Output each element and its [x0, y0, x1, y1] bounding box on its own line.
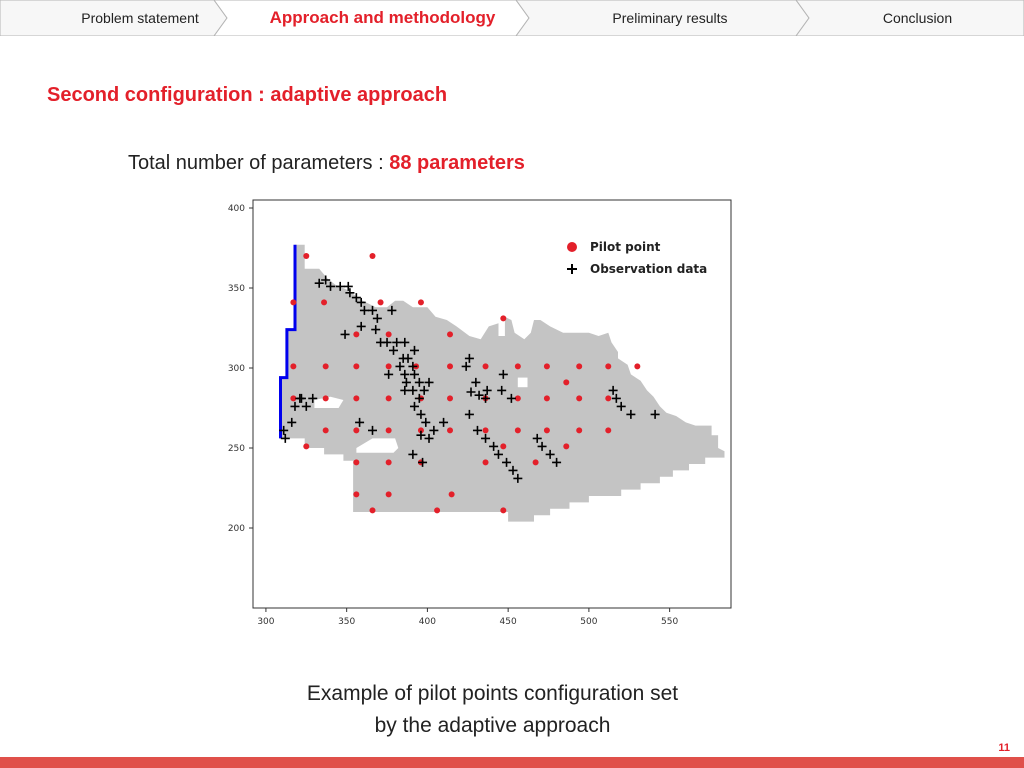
pilot-point-marker — [303, 253, 309, 259]
pilot-point-marker — [563, 379, 569, 385]
pilot-point-marker — [418, 299, 424, 305]
pilot-point-marker — [544, 427, 550, 433]
pilot-point-marker — [323, 427, 329, 433]
pilot-point-marker — [447, 363, 453, 369]
pilot-point-marker — [483, 363, 489, 369]
pilot-point-marker — [483, 459, 489, 465]
pilot-point-marker — [386, 363, 392, 369]
pilot-point-marker — [386, 331, 392, 337]
pilot-point-marker — [353, 491, 359, 497]
pilot-point-marker — [353, 395, 359, 401]
pilot-point-marker — [605, 395, 611, 401]
pilot-point-marker — [576, 363, 582, 369]
pilot-point-marker — [370, 507, 376, 513]
pilot-point-marker — [353, 363, 359, 369]
pilot-point-marker — [500, 443, 506, 449]
page-number: 11 — [998, 742, 1010, 754]
legend-pilot-point-label: Pilot point — [590, 240, 661, 254]
caption-line-2: by the adaptive approach — [374, 714, 611, 737]
pilot-point-marker — [303, 443, 309, 449]
pilot-point-marker — [544, 363, 550, 369]
y-tick-label: 200 — [227, 524, 245, 534]
pilot-point-marker — [323, 395, 329, 401]
pilot-points-chart — [205, 196, 745, 636]
pilot-point-marker — [515, 363, 521, 369]
pilot-point-marker — [544, 395, 550, 401]
pilot-point-marker — [483, 427, 489, 433]
pilot-point-marker — [353, 427, 359, 433]
pilot-point-marker — [386, 427, 392, 433]
x-tick-label: 450 — [499, 617, 517, 627]
pilot-point-marker — [353, 459, 359, 465]
tab-preliminary-results[interactable]: Preliminary results — [612, 10, 728, 26]
x-tick-label: 300 — [257, 617, 275, 627]
y-tick-label: 350 — [227, 284, 245, 294]
pilot-point-marker — [500, 507, 506, 513]
pilot-point-marker — [515, 427, 521, 433]
parameter-count-value: 88 parameters — [389, 152, 525, 174]
pilot-point-marker — [634, 363, 640, 369]
tab-problem-statement[interactable]: Problem statement — [81, 10, 199, 26]
tab-conclusion[interactable]: Conclusion — [882, 10, 953, 26]
pilot-point-marker — [290, 299, 296, 305]
pilot-point-marker — [386, 395, 392, 401]
slide-heading: Second configuration : adaptive approach — [47, 84, 448, 106]
pilot-point-marker — [378, 299, 384, 305]
pilot-point-marker — [321, 299, 327, 305]
pilot-point-marker — [447, 395, 453, 401]
legend-observation-label: Observation data — [590, 262, 708, 276]
pilot-point-marker — [576, 395, 582, 401]
tab-approach-and-methodology[interactable]: Approach and methodology — [269, 8, 496, 27]
figure-caption — [240, 678, 745, 742]
pilot-point-marker — [447, 331, 453, 337]
legend-pilot-point-swatch — [567, 242, 577, 252]
footer-bar — [0, 757, 1024, 768]
section-navbar — [0, 0, 1024, 36]
pilot-point-marker — [563, 443, 569, 449]
pilot-point-marker — [290, 363, 296, 369]
pilot-point-marker — [576, 427, 582, 433]
caption-line-1: Example of pilot points configuration set — [306, 682, 679, 705]
y-tick-label: 400 — [227, 204, 245, 214]
y-tick-label: 250 — [227, 444, 245, 454]
x-tick-label: 400 — [418, 617, 436, 627]
pilot-point-marker — [500, 315, 506, 321]
pilot-point-marker — [323, 363, 329, 369]
pilot-point-marker — [434, 507, 440, 513]
pilot-point-marker — [386, 459, 392, 465]
y-tick-label: 300 — [227, 364, 245, 374]
domain-hole — [518, 378, 528, 388]
x-tick-label: 500 — [580, 617, 598, 627]
pilot-point-marker — [447, 427, 453, 433]
pilot-point-marker — [353, 331, 359, 337]
x-tick-label: 550 — [661, 617, 679, 627]
pilot-point-marker — [533, 459, 539, 465]
pilot-point-marker — [370, 253, 376, 259]
parameter-count-line — [128, 152, 525, 175]
pilot-point-marker — [386, 491, 392, 497]
pilot-point-marker — [605, 427, 611, 433]
pilot-point-marker — [449, 491, 455, 497]
x-tick-label: 350 — [338, 617, 356, 627]
pilot-point-marker — [605, 363, 611, 369]
parameter-count-label: Total number of parameters : — [128, 152, 390, 174]
